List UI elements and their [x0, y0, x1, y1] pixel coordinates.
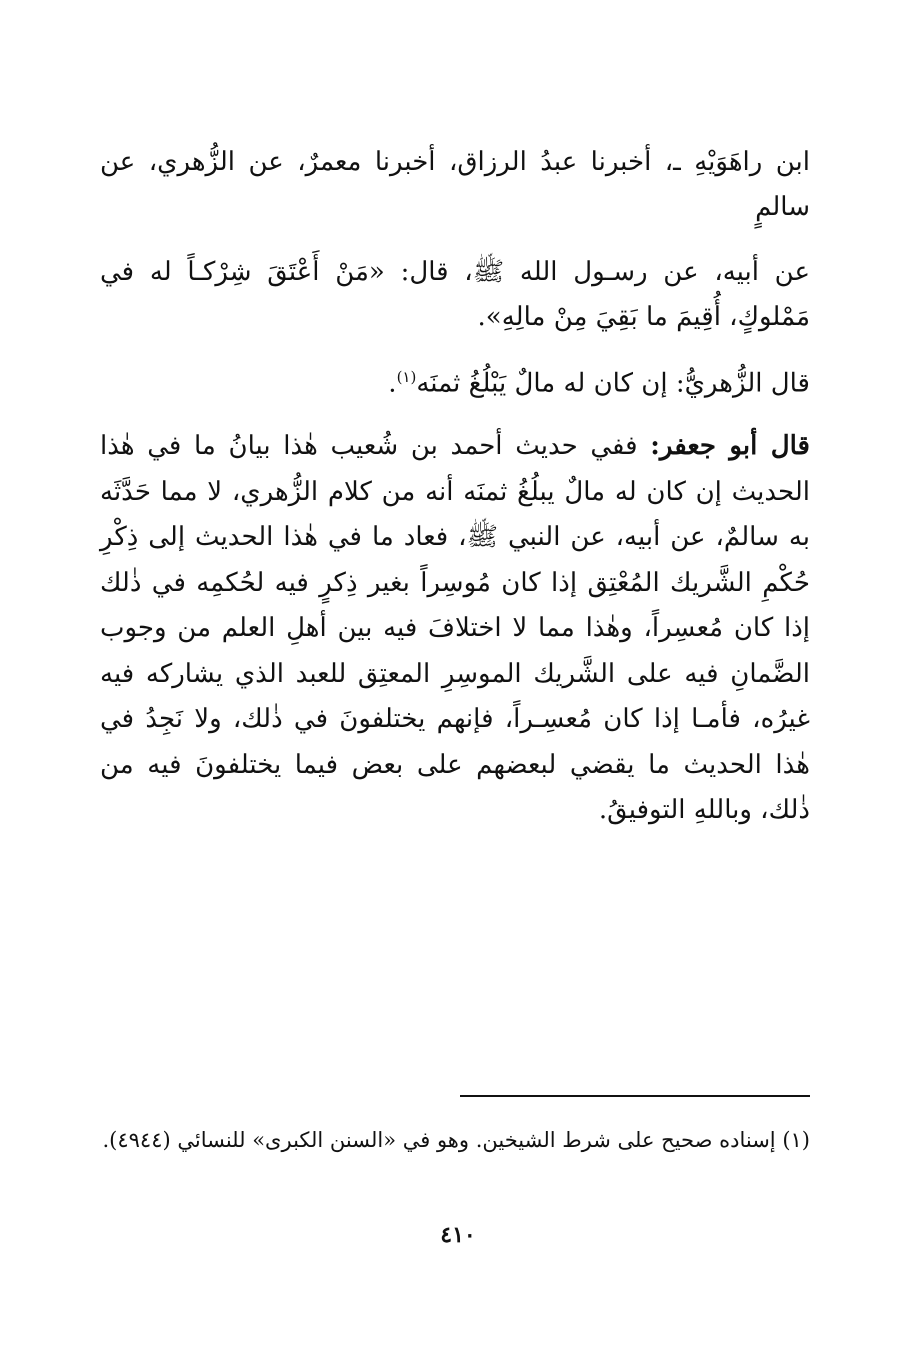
paragraph-isnad: [100, 140, 810, 230]
paragraph-zuhri: [100, 355, 810, 407]
paragraph-text: ابن راهَوَيْهِ ـ، أخبرنا عبدُ الرزاق، أخبرنا معمرٌ، عن الزُّهري، عن سالمٍ: [100, 147, 810, 222]
footnotes: [100, 1120, 810, 1160]
paragraph-text-main: قال الزُّهريُّ: إن كان له مالٌ يَبْلُغُ ثمنَه: [416, 368, 810, 399]
speaker-label: قال أبو جعفر:: [650, 431, 810, 461]
footnote-item: (١) إسناده صحيح على شرط الشيخين. وهو في «السنن الكبرى» للنسائي (٤٩٤٤).: [102, 1128, 810, 1152]
paragraph-commentary: [100, 424, 810, 834]
paragraph-text: [100, 424, 810, 834]
paragraph-text-end: .: [388, 368, 397, 399]
paragraph-text: [100, 355, 810, 407]
paragraph-text: عن أبيه، عن رسـول الله ﷺ، قال: «مَنْ أَعْتَقَ شِرْكـاً له في مَمْلوكٍ، أُقِيمَ ما بَقِيَ مِنْ مالِهِ».: [100, 257, 810, 332]
paragraph-hadith: [100, 250, 810, 340]
footnote-divider: [460, 1095, 810, 1097]
footnote-ref: (١): [396, 368, 417, 386]
page-number: ٤١٠: [440, 1222, 476, 1248]
commentary-text: ففي حديث أحمد بن شُعيب هٰذا بيانُ ما في هٰذا الحديث إن كان له مالٌ يبلُغُ ثمنَه أنه من كلام الزُّهري، لا مما حَدَّثَه به سالمٌ، عن أبيه، عن النبي ﷺ، فعاد ما في هٰذا الحديث إلى ذِكْرِ حُكْمِ الشَّريك المُعْتِق إذا كان مُوسِراً بغير ذِكرٍ فيه لحُكمِه في ذٰلك إذا كان مُعسِراً، وهٰذا مما لا اختلافَ فيه بين أهلِ العلم من وجوب الضَّمانِ فيه على الشَّريك الموسِرِ المعتِق للعبد الذي يشاركه فيه غيرُه، فأمـا إذا كان مُعسِـراً، فإنهم يختلفونَ في ذٰلك، ولا نَجِدُ في هٰذا الحديث ما يقضي لبعضهم على بعض فيما يختلفونَ فيه من ذٰلك، وباللهِ التوفيقُ.: [100, 431, 811, 825]
